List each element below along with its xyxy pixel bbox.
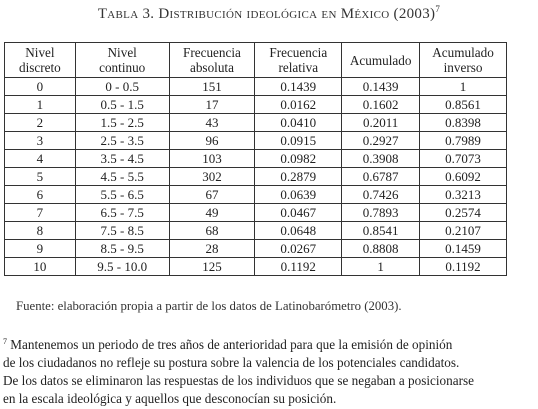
table-cell: 0 [5,78,76,96]
header-line: absoluta [189,60,234,75]
table-cell: 0.1459 [420,240,507,258]
ideological-distribution-table [4,42,507,276]
table-row [5,240,507,258]
table-cell: 0.2107 [420,222,507,240]
table-cell: 67 [169,186,255,204]
table-cell: 6.5 - 7.5 [75,204,169,222]
table-cell: 0.1439 [342,78,420,96]
header-line: Frecuencia [269,45,328,60]
header-acumulado [342,43,420,78]
footnote [3,333,535,408]
table-cell: 10 [5,258,76,276]
source-note: Fuente: elaboración propia a partir de los datos de Latinobarómetro (2003). [16,299,402,313]
table-cell: 7 [5,204,76,222]
table-row [5,186,507,204]
table-cell: 1.5 - 2.5 [75,114,169,132]
table-cell: 2 [5,114,76,132]
table-cell: 5.5 - 6.5 [75,186,169,204]
header-line: Nivel [107,45,137,60]
table-row [5,96,507,114]
table-cell: 3.5 - 4.5 [75,150,169,168]
table-cell: 9.5 - 10.0 [75,258,169,276]
footnote-line: de los ciudadanos no refleje su postura sobre la valencia de los potenciales candidatos. [3,355,460,370]
header-line: Frecuencia [183,45,241,60]
table-cell: 68 [169,222,255,240]
table-cell: 0.0267 [255,240,342,258]
table-cell: 9 [5,240,76,258]
table-row [5,168,507,186]
table-row [5,222,507,240]
table-cell: 125 [169,258,255,276]
table-cell: 5 [5,168,76,186]
table-cell: 1 [5,96,76,114]
table-cell: 0.1602 [342,96,420,114]
table-cell: 0.3908 [342,150,420,168]
table-cell: 0.0639 [255,186,342,204]
header-line: Nivel [25,45,55,60]
table-cell: 4 [5,150,76,168]
table-cell: 1 [420,78,507,96]
table-cell: 4.5 - 5.5 [75,168,169,186]
table-cell: 0.8541 [342,222,420,240]
table-cell: 0.8808 [342,240,420,258]
table-cell: 302 [169,168,255,186]
table-cell: 49 [169,204,255,222]
header-frecuencia-absoluta [169,43,255,78]
table-cell: 0.2879 [255,168,342,186]
table-cell: 0.0162 [255,96,342,114]
table-cell: 3 [5,132,76,150]
table-cell: 6 [5,186,76,204]
table-cell: 8 [5,222,76,240]
table-cell: 0.1192 [420,258,507,276]
footnote-line: Mantenemos un periodo de tres años de anterioridad para que la emisión de opinión [10,337,453,352]
table-cell: 103 [169,150,255,168]
table-cell: 0 - 0.5 [75,78,169,96]
footnote-mark: 7 [3,337,7,346]
table-cell: 0.0410 [255,114,342,132]
table-caption [0,4,538,23]
table-cell: 0.0982 [255,150,342,168]
header-line: Acumulado [432,45,494,60]
header-line: relativa [278,60,319,75]
table-cell: 0.2927 [342,132,420,150]
table-cell: 0.2011 [342,114,420,132]
header-row [5,43,507,78]
table-cell: 1 [342,258,420,276]
header-line: discreto [19,60,61,75]
table-body [5,78,507,276]
table-cell: 0.7989 [420,132,507,150]
table-cell: 0.5 - 1.5 [75,96,169,114]
header-line: continuo [99,60,146,75]
header-nivel-discreto [5,43,76,78]
table-cell: 0.6092 [420,168,507,186]
table-row [5,78,507,96]
table-cell: 0.7426 [342,186,420,204]
table-cell: 0.3213 [420,186,507,204]
table-cell: 0.1192 [255,258,342,276]
header-frecuencia-relativa [255,43,342,78]
table-cell: 0.1439 [255,78,342,96]
caption-text: Tabla 3. Distribución ideológica en México (2003) [97,6,436,22]
table-cell: 0.8561 [420,96,507,114]
table-header [5,43,507,78]
table-cell: 151 [169,78,255,96]
header-line: inverso [443,60,483,75]
footnote-line: De los datos se eliminaron las respuestas de los individuos que se negaban a posicionarse [3,373,474,388]
table-cell: 0.0915 [255,132,342,150]
table-cell: 8.5 - 9.5 [75,240,169,258]
table-cell: 17 [169,96,255,114]
header-acumulado-inverso [420,43,507,78]
header-nivel-continuo [75,43,169,78]
table-row [5,204,507,222]
table-cell: 28 [169,240,255,258]
table-cell: 7.5 - 8.5 [75,222,169,240]
table-row [5,150,507,168]
table-cell: 0.7893 [342,204,420,222]
table-cell: 0.0467 [255,204,342,222]
table-cell: 0.0648 [255,222,342,240]
table-row [5,114,507,132]
header-line: Acumulado [349,52,412,68]
table-row [5,132,507,150]
table-cell: 0.2574 [420,204,507,222]
table-cell: 2.5 - 3.5 [75,132,169,150]
table-row [5,258,507,276]
table-cell: 0.7073 [420,150,507,168]
table-cell: 96 [169,132,255,150]
table-cell: 0.8398 [420,114,507,132]
caption-footnote-mark: 7 [435,4,441,14]
table-cell: 43 [169,114,255,132]
table-cell: 0.6787 [342,168,420,186]
footnote-line: en la escala ideológica y aquellos que desconocían su posición. [3,391,337,406]
